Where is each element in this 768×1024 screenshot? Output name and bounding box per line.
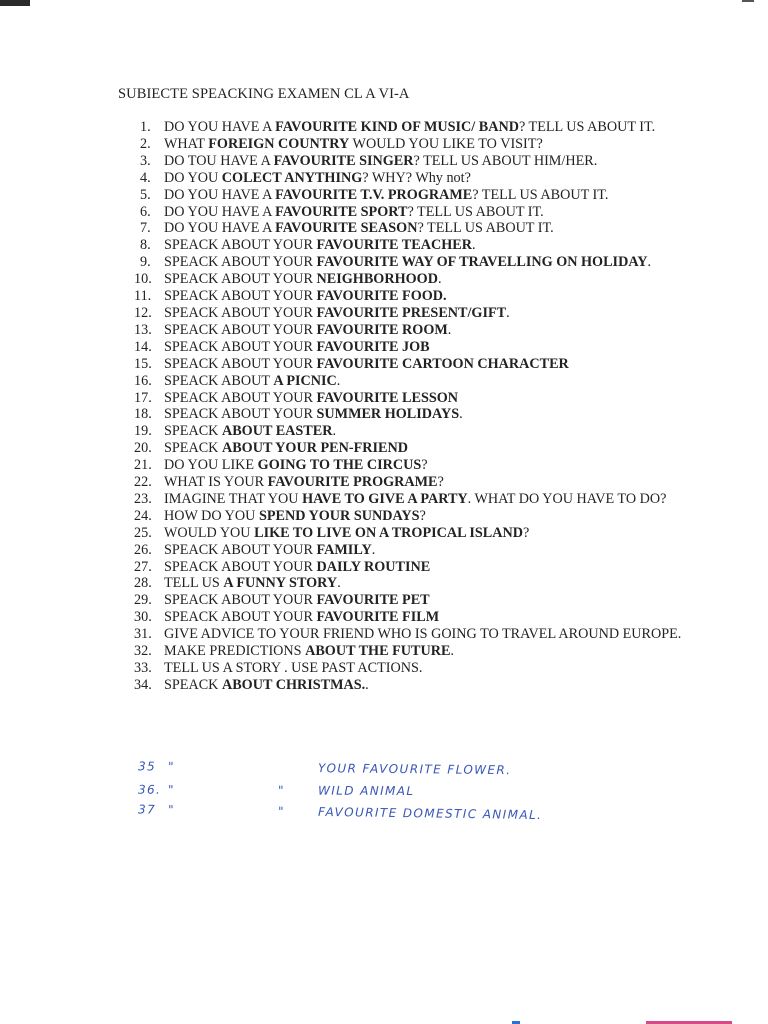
question-number: 24. (134, 507, 152, 524)
question-item (134, 423, 702, 440)
question-fragment: ? WHY? Why not? (362, 169, 471, 186)
question-text (164, 220, 702, 237)
question-keyword: NEIGHBORHOOD (316, 271, 438, 288)
question-item (134, 204, 702, 221)
question-item (134, 339, 702, 356)
question-item (134, 609, 702, 626)
question-number: 6. (140, 203, 151, 220)
question-text (164, 423, 702, 440)
question-number: 28. (134, 575, 152, 592)
question-number: 22. (134, 474, 152, 491)
question-fragment: SPEACK ABOUT YOUR (164, 304, 317, 321)
question-number: 26. (134, 541, 152, 558)
question-keyword: FAVOURITE SINGER (273, 152, 414, 169)
question-text (164, 356, 702, 373)
question-keyword: FAVOURITE PRESENT/GIFT (316, 304, 507, 321)
question-text (164, 643, 702, 660)
question-keyword: ABOUT CHRISTMAS. (221, 676, 366, 693)
question-item (134, 237, 702, 254)
question-keyword: FAVOURITE FILM (316, 609, 440, 626)
question-fragment: SPEACK ABOUT YOUR (164, 592, 317, 609)
question-fragment: SPEACK ABOUT YOUR (164, 406, 317, 423)
question-number: 3. (140, 152, 151, 169)
question-fragment: . (337, 575, 341, 592)
question-keyword: FAVOURITE FOOD. (316, 288, 447, 305)
question-fragment: ? TELL US ABOUT IT. (518, 119, 656, 135)
question-number: 25. (134, 524, 152, 541)
question-keyword: SUMMER HOLIDAYS (316, 406, 460, 423)
question-fragment: . (447, 321, 452, 338)
question-fragment: SPEACK ABOUT YOUR (164, 271, 317, 288)
question-item (134, 390, 702, 407)
question-item (134, 525, 702, 542)
question-number: 10. (134, 271, 152, 288)
handwritten-number: 35 (137, 759, 157, 774)
question-text (164, 542, 702, 559)
question-item (134, 491, 702, 508)
question-text (164, 406, 702, 423)
question-fragment: WOULD YOU (164, 524, 255, 541)
question-item (134, 575, 702, 592)
question-text (164, 677, 702, 694)
question-text (164, 575, 702, 592)
question-fragment: . (365, 676, 369, 693)
question-fragment: GIVE ADVICE TO YOUR FRIEND WHO IS GOING TO TRAVEL AROUND EUROPE. (164, 626, 682, 643)
question-fragment: . (437, 271, 442, 288)
question-item (134, 254, 702, 271)
question-keyword: A FUNNY STORY (223, 575, 338, 592)
ditto-mark: " (167, 759, 176, 774)
question-fragment: SPEACK ABOUT (164, 372, 274, 389)
question-fragment: TELL US A STORY . USE PAST ACTIONS. (164, 660, 423, 676)
question-number: 2. (140, 135, 151, 152)
ditto-mark: " (277, 783, 285, 798)
question-text (164, 322, 702, 339)
page-title: SUBIECTE SPEACKING EXAMEN CL A VI-A (118, 86, 410, 102)
question-keyword: COLECT ANYTHING (221, 169, 363, 186)
question-text (164, 559, 702, 576)
question-keyword: FAVOURITE SEASON (275, 220, 418, 237)
question-keyword: LIKE TO LIVE ON A TROPICAL ISLAND (254, 524, 523, 541)
question-keyword: SPEND YOUR SUNDAYS (258, 507, 420, 524)
question-keyword: ABOUT YOUR PEN-FRIEND (221, 440, 408, 457)
question-fragment: . (371, 541, 376, 558)
question-text (164, 457, 702, 474)
question-fragment: . (450, 643, 454, 660)
question-item (134, 592, 702, 609)
question-number: 9. (140, 254, 151, 271)
question-number: 1. (140, 119, 151, 135)
question-keyword: FAVOURITE T.V. PROGRAME (275, 186, 473, 203)
question-number: 19. (134, 423, 152, 440)
question-item (134, 440, 702, 457)
question-keyword: HAVE TO GIVE A PARTY (302, 490, 468, 507)
question-item (134, 457, 702, 474)
question-fragment: SPEACK ABOUT YOUR (164, 321, 317, 338)
question-fragment: SPEACK (164, 440, 222, 457)
question-item (134, 322, 702, 339)
question-fragment: DO YOU HAVE A (164, 220, 276, 237)
question-number: 15. (134, 355, 152, 372)
question-text (164, 305, 702, 322)
question-item (134, 305, 702, 322)
question-text (164, 390, 702, 407)
question-keyword: FAVOURITE KIND OF MUSIC/ BAND (275, 119, 519, 135)
scan-edge-mark (0, 0, 30, 6)
question-number: 17. (134, 389, 152, 406)
question-text (164, 339, 702, 356)
question-text (164, 170, 702, 187)
question-keyword: ABOUT THE FUTURE (305, 643, 451, 660)
question-text (164, 204, 702, 221)
question-keyword: FAVOURITE PET (316, 592, 430, 609)
question-text (164, 525, 702, 542)
question-fragment: DO TOU HAVE A (164, 152, 274, 169)
question-keyword: FAVOURITE CARTOON CHARACTER (316, 355, 569, 372)
question-item (134, 288, 702, 305)
question-text (164, 136, 702, 153)
question-fragment: ? (419, 507, 426, 524)
question-text (164, 271, 702, 288)
question-fragment: TELL US (164, 575, 224, 592)
scan-edge-mark (742, 0, 754, 2)
handwritten-item (138, 759, 658, 778)
question-item (134, 643, 702, 660)
question-fragment: DO YOU LIKE (164, 457, 258, 474)
question-fragment: SPEACK ABOUT YOUR (164, 609, 317, 626)
handwritten-text: FAVOURITE DOMESTIC ANIMAL. (317, 804, 543, 823)
question-item (134, 660, 702, 677)
question-item (134, 406, 702, 423)
question-fragment: HOW DO YOU (164, 507, 259, 524)
ditto-mark: " (167, 782, 175, 797)
question-text (164, 373, 702, 390)
question-fragment: . (471, 237, 476, 254)
question-text (164, 119, 702, 136)
question-fragment: ? TELL US ABOUT HIM/HER. (413, 152, 598, 169)
question-item (134, 153, 702, 170)
question-keyword: ABOUT EASTER (221, 423, 333, 440)
question-number: 31. (134, 626, 152, 643)
question-fragment: SPEACK ABOUT YOUR (164, 355, 317, 372)
question-number: 7. (140, 220, 151, 237)
question-number: 16. (134, 372, 152, 389)
question-keyword: FAVOURITE TEACHER (316, 237, 472, 254)
question-number: 20. (134, 440, 152, 457)
question-number: 13. (134, 321, 152, 338)
question-fragment: DO YOU HAVE A (164, 186, 276, 203)
question-number: 4. (140, 169, 151, 186)
handwritten-number: 37 (137, 802, 157, 817)
question-keyword: FAVOURITE LESSON (316, 389, 459, 406)
question-item (134, 677, 702, 694)
handwritten-text: WILD ANIMAL (317, 783, 415, 799)
question-fragment: . (332, 423, 337, 440)
question-number: 12. (134, 304, 152, 321)
question-fragment: WOULD YOU LIKE TO VISIT? (349, 135, 543, 152)
question-keyword: FAMILY (316, 541, 372, 558)
question-text (164, 153, 702, 170)
question-fragment: WHAT IS YOUR (164, 474, 268, 491)
question-number: 29. (134, 592, 152, 609)
question-text (164, 660, 702, 677)
question-fragment: . (647, 254, 652, 271)
question-keyword: DAILY ROUTINE (316, 558, 431, 575)
question-item (134, 559, 702, 576)
question-keyword: FAVOURITE ROOM (316, 321, 448, 338)
question-item (134, 136, 702, 153)
question-fragment: ? TELL US ABOUT IT. (407, 203, 544, 220)
question-item (134, 271, 702, 288)
handwritten-number: 36. (137, 782, 162, 797)
question-keyword: GOING TO THE CIRCUS (257, 457, 422, 474)
ditto-mark: " (277, 804, 286, 819)
question-list (134, 119, 702, 694)
question-number: 32. (134, 643, 152, 660)
question-item (134, 626, 702, 643)
question-keyword: FAVOURITE SPORT (275, 203, 408, 220)
question-fragment: MAKE PREDICTIONS (164, 643, 306, 660)
question-number: 34. (134, 676, 152, 693)
question-keyword: A PICNIC (273, 372, 337, 389)
question-number: 30. (134, 609, 152, 626)
question-fragment: DO YOU (164, 169, 222, 186)
question-fragment: . (459, 406, 463, 423)
question-keyword: FAVOURITE WAY OF TRAVELLING ON HOLIDAY (316, 254, 648, 271)
question-fragment: DO YOU HAVE A (164, 203, 276, 220)
question-fragment: . (336, 372, 341, 389)
question-text (164, 626, 702, 643)
question-fragment: ? (522, 524, 530, 541)
question-item (134, 187, 702, 204)
question-number: 33. (134, 660, 152, 676)
question-item (134, 474, 702, 491)
question-number: 8. (140, 237, 151, 254)
question-number: 27. (134, 558, 152, 575)
question-item (134, 356, 702, 373)
handwritten-item (138, 783, 658, 800)
question-number: 11. (134, 288, 152, 305)
question-number: 21. (134, 457, 152, 474)
question-fragment: SPEACK ABOUT YOUR (164, 338, 317, 355)
question-fragment: . (506, 304, 510, 321)
question-text (164, 609, 702, 626)
question-fragment: SPEACK (164, 676, 222, 693)
question-fragment: SPEACK ABOUT YOUR (164, 389, 317, 406)
question-fragment: ? (437, 474, 444, 491)
question-text (164, 237, 702, 254)
question-item (134, 542, 702, 559)
question-text (164, 288, 702, 305)
question-fragment: SPEACK ABOUT YOUR (164, 288, 317, 305)
question-fragment: SPEACK ABOUT YOUR (164, 541, 317, 558)
question-text (164, 474, 702, 491)
question-fragment: ? TELL US ABOUT IT. (417, 220, 554, 237)
question-number: 14. (134, 338, 152, 355)
question-item (134, 373, 702, 390)
question-fragment: IMAGINE THAT YOU (164, 490, 303, 507)
question-item (134, 170, 702, 187)
question-text (164, 254, 702, 271)
question-number: 23. (134, 490, 152, 507)
question-text (164, 491, 702, 508)
question-fragment: SPEACK ABOUT YOUR (164, 558, 317, 575)
question-fragment: ? TELL US ABOUT IT. (472, 186, 609, 203)
question-fragment: . WHAT DO YOU HAVE TO DO? (467, 490, 667, 507)
question-fragment: SPEACK ABOUT YOUR (164, 237, 317, 254)
question-number: 18. (134, 406, 152, 423)
question-keyword: FAVOURITE PROGRAME (267, 474, 438, 491)
question-text (164, 440, 702, 457)
question-number: 5. (140, 186, 151, 203)
handwritten-item (138, 802, 658, 823)
question-text (164, 592, 702, 609)
question-keyword: FOREIGN COUNTRY (208, 135, 350, 152)
question-fragment: SPEACK ABOUT YOUR (164, 254, 317, 271)
question-keyword: FAVOURITE JOB (316, 338, 430, 355)
question-fragment: SPEACK (164, 423, 222, 440)
question-fragment: DO YOU HAVE A (164, 119, 276, 135)
ditto-mark: " (167, 802, 176, 817)
question-item (134, 119, 702, 136)
handwritten-text: YOUR FAVOURITE FLOWER. (317, 761, 512, 778)
question-text (164, 508, 702, 525)
question-fragment: WHAT (164, 135, 209, 152)
question-fragment: ? (421, 457, 428, 474)
question-item (134, 220, 702, 237)
question-item (134, 508, 702, 525)
question-text (164, 187, 702, 204)
